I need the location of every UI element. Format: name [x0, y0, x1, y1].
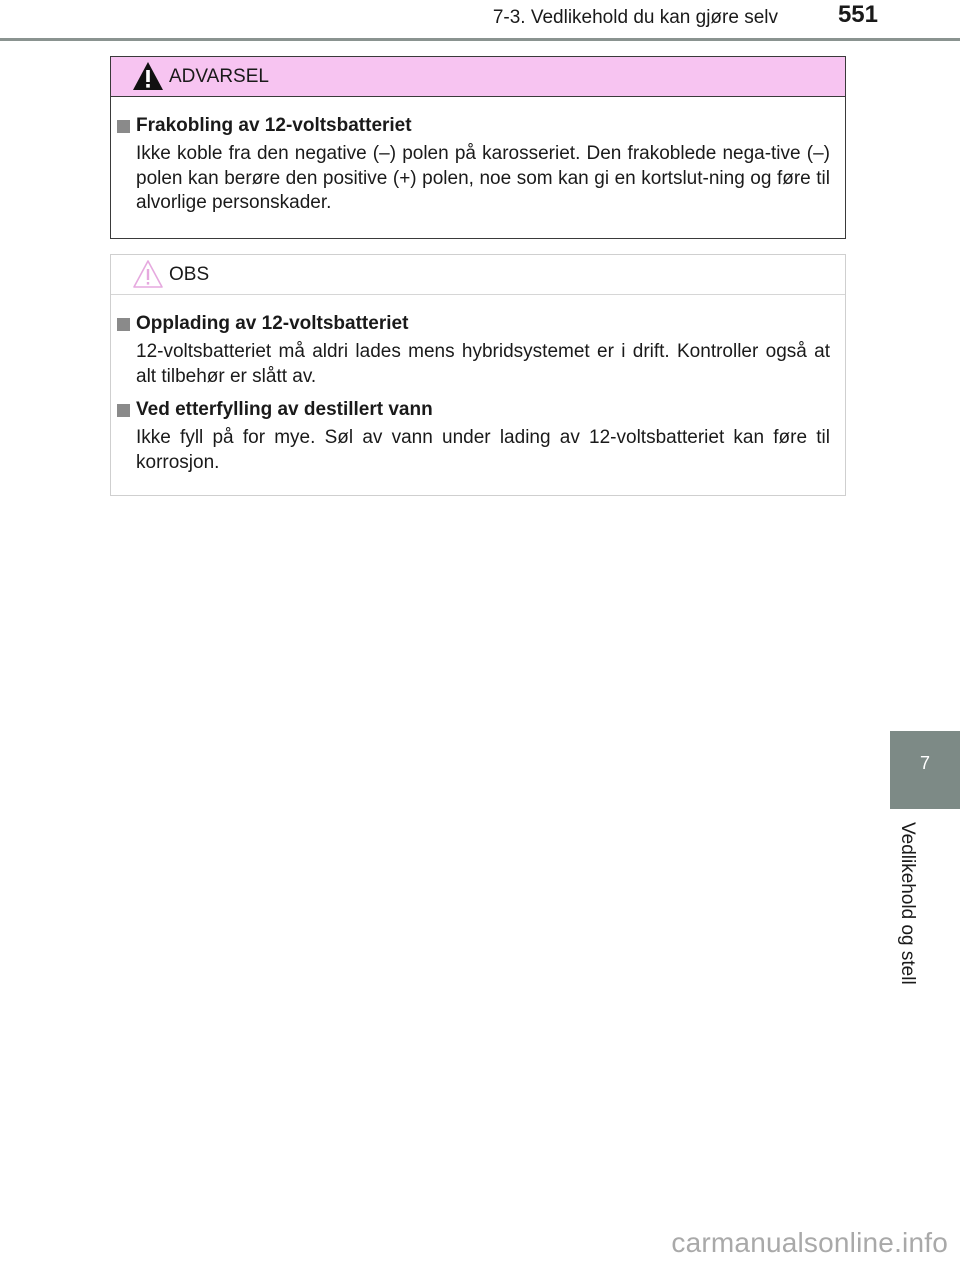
notice-section — [117, 311, 830, 389]
watermark: carmanualsonline.info — [671, 1227, 948, 1258]
notice-box-header — [111, 255, 845, 295]
chapter-number: 7 — [919, 753, 930, 773]
page-header — [0, 0, 960, 42]
warning-label: ADVARSEL — [169, 66, 269, 87]
section-title: Opplading av 12-voltsbatteriet — [136, 313, 409, 334]
square-bullet-icon — [117, 120, 130, 133]
square-bullet-icon — [117, 404, 130, 417]
section-title: Frakobling av 12-voltsbatteriet — [136, 115, 412, 136]
notice-triangle-icon — [131, 258, 165, 290]
chapter-tab — [890, 731, 960, 809]
warning-box-header — [111, 57, 845, 97]
header-section-title: 7-3. Vedlikehold du kan gjøre selv — [492, 7, 778, 28]
square-bullet-icon — [117, 318, 130, 331]
section-text: Ikke fyll på for mye. Søl av vann under lading av 12-voltsbatteriet kan føre til korrosjon. — [136, 427, 830, 473]
notice-label: OBS — [169, 264, 210, 285]
warning-triangle-icon — [131, 60, 165, 92]
section-text: Ikke koble fra den negative (–) polen på karosseriet. Den frakoblede nega-tive (–) polen kan berøre den positive (+) polen, noe som kan gi en kortslut-ning og føre til alvorlige personskader. — [136, 143, 830, 213]
notice-section — [117, 397, 830, 475]
page-number: 551 — [837, 1, 878, 28]
chapter-title: Vedlikehold og stell — [897, 822, 918, 985]
notice-box-body — [111, 295, 845, 475]
warning-box-body — [111, 97, 845, 216]
warning-section — [117, 113, 830, 216]
notice-box — [110, 254, 846, 496]
section-title: Ved etterfylling av destillert vann — [136, 399, 433, 420]
header-divider — [0, 38, 960, 41]
section-text: 12-voltsbatteriet må aldri lades mens hybridsystemet er i drift. Kontroller også at alt tilbehør er slått av. — [136, 341, 830, 387]
warning-box — [110, 56, 846, 239]
